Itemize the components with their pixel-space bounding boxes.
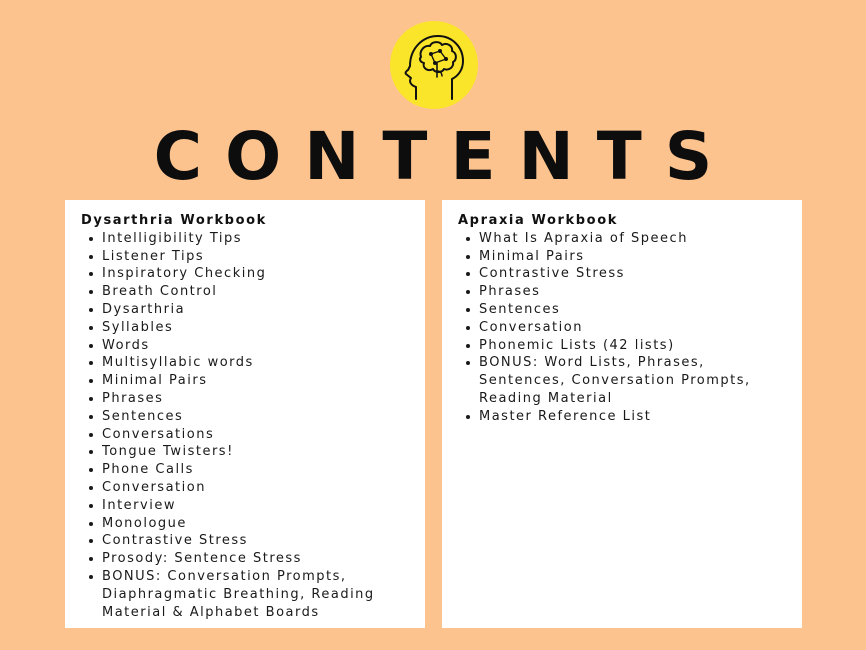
list-item: Multisyllabic words (89, 354, 415, 372)
list-item: BONUS: Conversation Prompts, Diaphragmatic Breathing, Reading Material & Alphabet Boards (89, 568, 415, 621)
list-item: Conversation (466, 319, 792, 337)
list-item: Minimal Pairs (89, 372, 415, 390)
list-item: BONUS: Word Lists, Phrases, Sentences, Conversation Prompts, Reading Material (466, 354, 792, 407)
list-item: Sentences (466, 301, 792, 319)
list-item: Phrases (89, 390, 415, 408)
list-item: Tongue Twisters! (89, 443, 415, 461)
list-item: Words (89, 337, 415, 355)
apraxia-heading: Apraxia Workbook (458, 213, 618, 228)
list-item: Contrastive Stress (466, 265, 792, 283)
list-item: Syllables (89, 319, 415, 337)
dysarthria-panel (65, 200, 425, 628)
page-title: CONTENTS (153, 118, 736, 195)
list-item: Conversation (89, 479, 415, 497)
list-item: Conversations (89, 426, 415, 444)
list-item: Inspiratory Checking (89, 265, 415, 283)
brain-head-icon (390, 21, 478, 109)
apraxia-list (458, 230, 792, 426)
list-item: Interview (89, 497, 415, 515)
list-item: Master Reference List (466, 408, 792, 426)
list-item: Contrastive Stress (89, 532, 415, 550)
list-item: Dysarthria (89, 301, 415, 319)
list-item: Sentences (89, 408, 415, 426)
list-item: What Is Apraxia of Speech (466, 230, 792, 248)
apraxia-panel (442, 200, 802, 628)
list-item: Breath Control (89, 283, 415, 301)
list-item: Minimal Pairs (466, 248, 792, 266)
list-item: Intelligibility Tips (89, 230, 415, 248)
dysarthria-heading: Dysarthria Workbook (81, 213, 267, 228)
list-item: Monologue (89, 515, 415, 533)
list-item: Phrases (466, 283, 792, 301)
dysarthria-list (81, 230, 415, 622)
list-item: Listener Tips (89, 248, 415, 266)
list-item: Prosody: Sentence Stress (89, 550, 415, 568)
list-item: Phonemic Lists (42 lists) (466, 337, 792, 355)
list-item: Phone Calls (89, 461, 415, 479)
